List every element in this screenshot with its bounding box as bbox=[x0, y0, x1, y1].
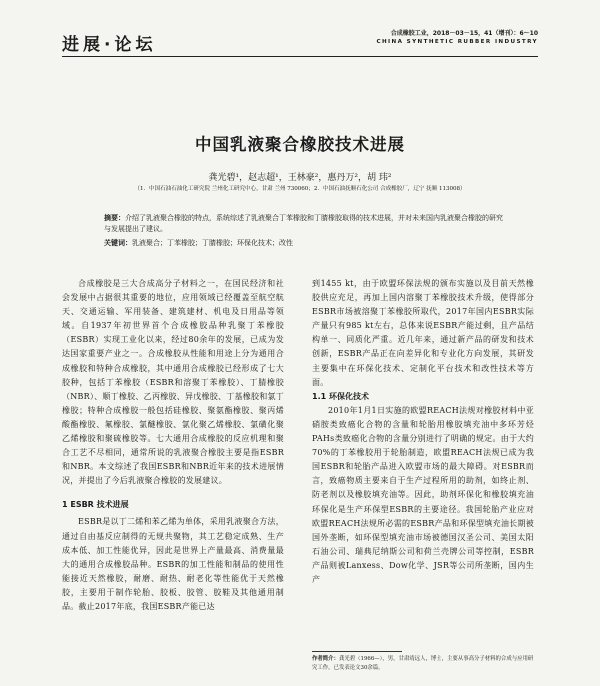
keywords bbox=[104, 238, 506, 249]
keywords-text: 乳液聚合；丁苯橡胶；丁腈橡胶；环保化技术；改性 bbox=[132, 239, 293, 247]
abstract-text: 介绍了乳液聚合橡胶的特点，系统综述了乳液聚合丁苯橡胶和丁腈橡胶取得的技术进展，并对未来国内乳液聚合橡胶的研究与发展提出了建议。 bbox=[104, 214, 503, 233]
subsection-heading-eco: 1.1 环保化技术 bbox=[312, 391, 369, 401]
section-heading-esbr: 1 ESBR 技术进展 bbox=[62, 500, 129, 510]
author-affiliation: （1．中国石油石油化工研究院 兰州化工研究中心，甘肃 兰州 730060；2．中国石油抚顺石化公司 合成橡胶厂，辽宁 抚顺 113008） bbox=[134, 186, 466, 192]
page-header bbox=[62, 26, 538, 54]
article-title: 中国乳液聚合橡胶技术进展 bbox=[195, 135, 405, 154]
keywords-label: 关键词： bbox=[104, 239, 132, 247]
body-column-left bbox=[62, 277, 284, 614]
footnote-label: 作者简介： bbox=[312, 656, 339, 662]
body-paragraph-intro: 合成橡胶是三大合成高分子材料之一，在国民经济和社会发展中占据很其重要的地位，应用领域已经覆盖至航空航天、交通运输、军用装备、建筑建材、机电及日用品等领域。自1937年初世界首个合成橡胶品种乳聚丁苯橡胶（ESBR）实现工业化以来，经过80余年的发展，已成为发达国家重要产业之一。合成橡胶从性能和用途上分为通用合成橡胶和特种合成橡胶，其中通用合成橡胶已经形成了七大胶种，包括丁苯橡胶（ESBR和溶聚丁苯橡胶）、丁腈橡胶（NBR）、顺丁橡胶、乙丙橡胶、异戊橡胶、丁基橡胶和氯丁橡胶；特种合成橡胶一般包括硅橡胶、聚氨酯橡胶、聚丙烯酸酯橡胶、氟橡胶、氯醚橡胶、氯化聚乙烯橡胶、氯磺化聚乙烯橡胶和聚硫橡胶等。七大通用合成橡胶的反应机理和聚合工艺不尽相同，通常所说的乳液聚合橡胶主要是指ESBR和NBR。本文综述了我国ESBR和NBR近年来的技术进展情况，并提出了今后乳液聚合橡胶的发展建议。 bbox=[62, 279, 284, 486]
journal-info bbox=[376, 30, 538, 46]
footnote-divider bbox=[312, 651, 402, 652]
body-paragraph-esbr: ESBR是以丁二烯和苯乙烯为单体，采用乳液聚合方法，通过自由基反应制得的无规共聚物，其工艺稳定成熟、生产成本低、加工性能优异，因此是世界上产量最高、消费量最大的通用合成橡胶品种。ESBR的加工性能和制品的使用性能接近天然橡胶，耐磨、耐热、耐老化等性能优于天然橡胶，主要用于制作轮胎、胶板、胶管、胶鞋及其他通用制品。截止2017年底，我国ESBR产能已达 bbox=[62, 517, 284, 611]
footnote-text: 龚光碧（1966—），男，甘肃靖远人，博士，主要从事高分子材料的合成与应用研究工作，已发表论文30余篇。 bbox=[312, 656, 534, 671]
header-divider bbox=[62, 56, 538, 57]
abstract-label: 摘要： bbox=[104, 214, 125, 222]
body-paragraph-continued: 到1455 kt，由于欧盟环保法规的颁布实施以及目前天然橡胶供应充足，再加上国内溶聚丁苯橡胶技术升级，使得部分ESBR市场被溶聚丁苯橡胶所取代，2017年国内ESBR实际产量只有985 kt左右，总体来说ESBR产能过剩，且产品结构单一、同质化严重。近几年来，通过新产品的研发和技术创新，ESBR产品正在向差异化和专业化方向发展，其研发主要集中在环保化技术、定制化平台技术和改性技术等方面。 bbox=[312, 279, 534, 387]
article-authors: 龚光碧¹，赵志超¹，王林豪²，惠丹万²，胡 玮² bbox=[208, 173, 392, 183]
journal-english-name: CHINA SYNTHETIC RUBBER INDUSTRY bbox=[376, 39, 538, 45]
author-footnote bbox=[312, 655, 538, 673]
body-column-right bbox=[312, 277, 534, 587]
column-tag: 进展·论坛 bbox=[62, 35, 157, 55]
body-paragraph-reach: 2010年1月1日实施的欧盟REACH法规对橡胶材料中亚硝胺类致癌化合物的含量和轮胎用橡胶填充油中多环芳烃PAHs类致癌化合物的含量分别进行了明确的规定。由于大约70%的丁苯橡胶用于轮胎制造，欧盟REACH法规已成为我国ESBR和轮胎产品进入欧盟市场的最大障碍。对ESBR而言，致癌物质主要来自于生产过程所用的助剂，如终止剂、防老剂以及橡胶填充油等。因此，助剂环保化和橡胶填充油环保化是生产环保型ESBR的主要途径。我国轮胎产业应对欧盟REACH法规所必需的ESBR产品和环保型填充油长期被国外垄断，如环保型填充油市场被德国汉圣公司、美国太阳石油公司、瑞典尼纳斯公司和荷兰壳牌公司等控制，ESBR产品则被Lanxess、Dow化学、JSR等公司所垄断，国内生产 bbox=[312, 405, 534, 584]
journal-citation: 合成橡胶工业，2018－03－15，41（增刊）：6～10 bbox=[390, 30, 538, 37]
abstract bbox=[104, 213, 506, 235]
